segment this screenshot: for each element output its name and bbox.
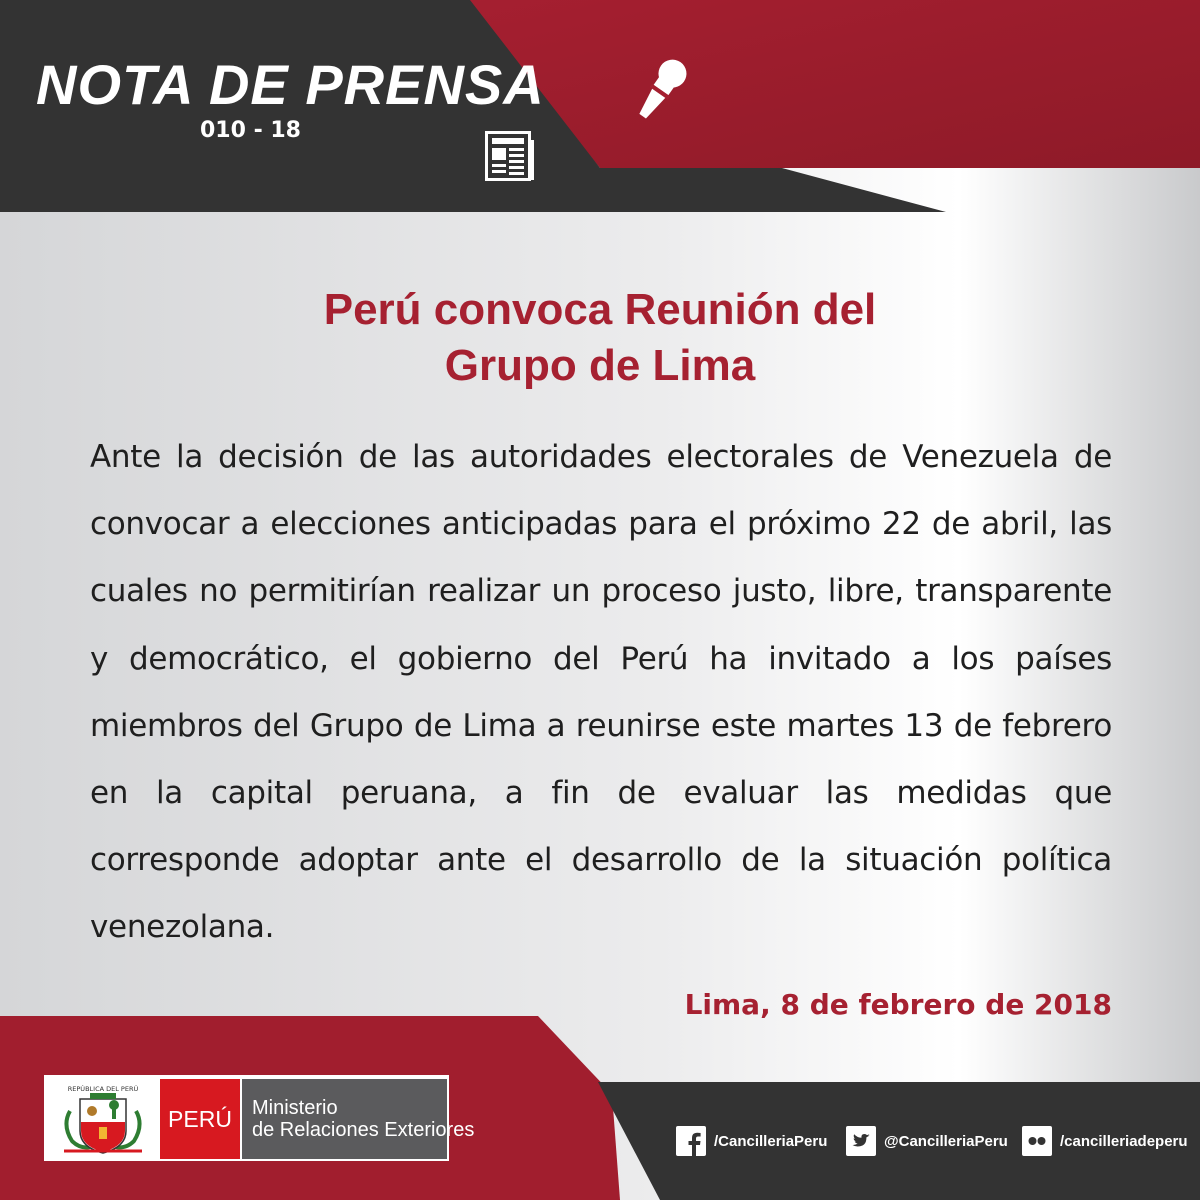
press-note-number: 010 - 18 <box>200 118 301 143</box>
twitter-handle: @CancilleriaPeru <box>884 1132 1008 1150</box>
facebook-link[interactable] <box>676 1126 827 1156</box>
article-headline <box>150 282 1050 394</box>
ministry-logo <box>44 1075 475 1161</box>
flickr-link[interactable] <box>1022 1126 1188 1156</box>
ministry-line-1: Ministerio <box>252 1097 338 1119</box>
newspaper-icon <box>484 130 536 184</box>
ministry-name <box>242 1079 475 1159</box>
facebook-icon <box>676 1126 706 1156</box>
headline-line-1: Perú convoca Reunión del <box>323 285 877 334</box>
flickr-icon <box>1022 1126 1052 1156</box>
header-title: NOTA DE PRENSA <box>36 53 545 116</box>
twitter-link[interactable] <box>846 1126 1008 1156</box>
headline-line-2: Grupo de Lima <box>444 341 756 390</box>
ministry-line-2: de Relaciones Exteriores <box>252 1119 475 1141</box>
peru-brand-label: PERÚ <box>160 1079 240 1159</box>
dateline: Lima, 8 de febrero de 2018 <box>684 988 1112 1021</box>
twitter-icon <box>846 1126 876 1156</box>
facebook-handle: /CancilleriaPeru <box>714 1132 828 1150</box>
coat-of-arms-icon <box>50 1081 156 1157</box>
microphone-icon <box>626 54 696 126</box>
flickr-handle: /cancilleriadeperu <box>1060 1132 1188 1150</box>
article-body: Ante la decisión de las autoridades electorales de Venezuela de convocar a elecciones anticipadas para el próximo 22 de abril, las cuales no permitirían realizar un proceso justo, libre, transparente y democrático, el gobierno del Perú ha invitado a los países miembros del Grupo de Lima a reunirse este martes 13 de febrero en la capital peruana, a fin de evaluar las medidas que corresponde adoptar ante el desarrollo de la situación política venezolana. <box>90 439 1112 946</box>
crest-text: REPÚBLICA DEL PERÚ <box>67 1085 139 1093</box>
